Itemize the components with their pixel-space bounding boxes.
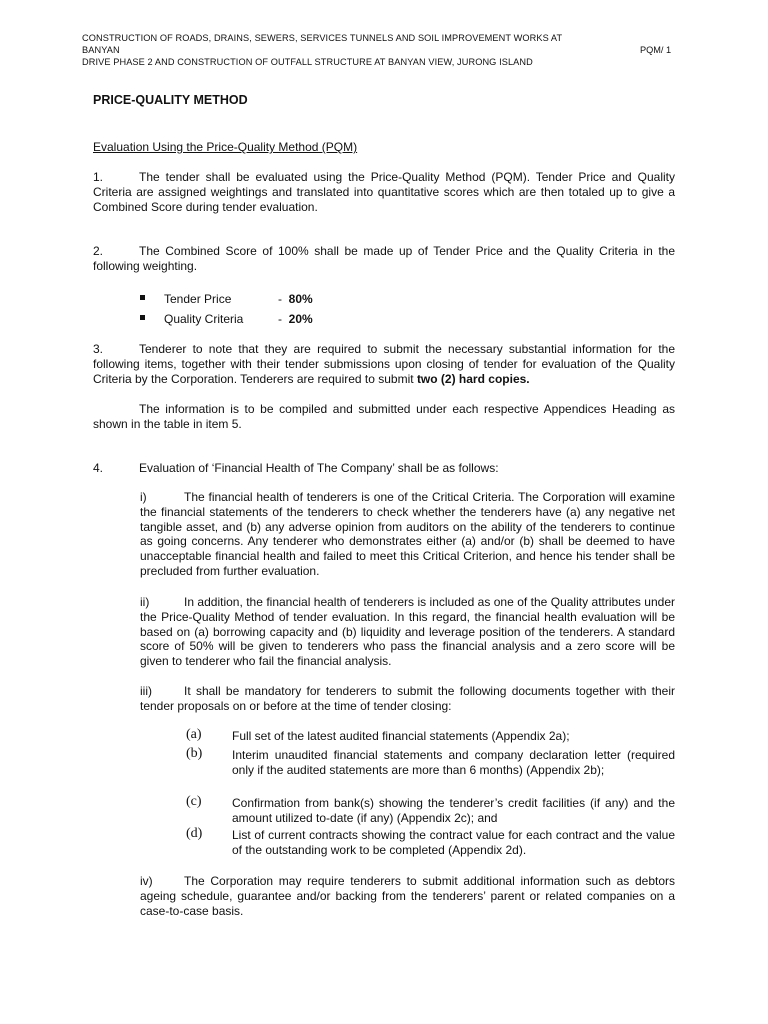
sub-paragraph-text: The Corporation may require tenderers to submit additional information such as debtors ageing schedule, guarantee and/or backing from the tenderers’ parent or related companies on a case-to-case basis. [140, 874, 675, 918]
paragraph-1 [93, 170, 675, 214]
page-title: PRICE-QUALITY METHOD [93, 93, 248, 107]
sub-paragraph-text: In addition, the financial health of tenderers is included as one of the Quality attributes under the Price-Quality Method of tender evaluation. In this regard, the financial health evaluation will be based on (a) borrowing capacity and (b) liquidity and leverage position of the tenderers. A standard score of 50% will be given to tenderers who pass the financial analysis and a zero score will be given to tenderer who fail the financial analysis. [140, 595, 675, 669]
item-letter: (c) [186, 794, 202, 809]
item-letter: (d) [186, 826, 203, 841]
section-subtitle: Evaluation Using the Price-Quality Method (PQM) [93, 140, 358, 154]
weighting-label: Tender Price [164, 292, 232, 306]
paragraph-text: The Combined Score of 100% shall be made up of Tender Price and the Quality Criteria in the following weighting. [93, 244, 675, 273]
weighting-value: - 20% [278, 312, 313, 326]
header-line-2: DRIVE PHASE 2 AND CONSTRUCTION OF OUTFALL STRUCTURE AT BANYAN VIEW, JURONG ISLAND [82, 57, 533, 67]
item-letter: (a) [186, 727, 202, 742]
header-line-1: CONSTRUCTION OF ROADS, DRAINS, SEWERS, SERVICES TUNNELS AND SOIL IMPROVEMENT WORKS AT BANYAN [82, 33, 563, 55]
paragraph-4 [93, 461, 675, 476]
bullet-square-icon [140, 295, 145, 300]
weighting-item-tender-price [140, 292, 440, 308]
paragraph-number: 3. [93, 342, 104, 356]
sub-paragraph-iii [140, 684, 675, 714]
item-text: Confirmation from bank(s) showing the tenderer’s credit facilities (if any) and the amount utilized to-date (if any) (Appendix 2c); and [232, 796, 675, 825]
item-text: Full set of the latest audited financial statements (Appendix 2a); [232, 729, 570, 743]
sub-paragraph-ii [140, 595, 675, 669]
sub-paragraph-iv [140, 874, 675, 918]
sub-paragraph-text: It shall be mandatory for tenderers to submit the following documents together with their tender proposals on or before at the time of tender closing: [140, 684, 675, 713]
document-header [82, 32, 602, 68]
sub-paragraph-number: i) [140, 490, 147, 504]
paragraph-number: 4. [93, 461, 104, 475]
sub-paragraph-i [140, 490, 675, 579]
weighting-label: Quality Criteria [164, 312, 244, 326]
paragraph-number: 2. [93, 244, 104, 258]
sub-paragraph-text: The financial health of tenderers is one of the Critical Criteria. The Corporation will examine the financial statements of the tenderers to check whether the tenderers have (a) any negative net tangible asset, and (b) any adverse opinion from auditors on the ability of the tenderers to continue as going concerns. Any tenderer who demonstrates either (a) and/or (b) shall be deemed to have unacceptable financial health and failed to meet this Critical Criterion, and hence his tender shall be precluded from further evaluation. [140, 490, 675, 578]
weighting-item-quality-criteria [140, 312, 440, 328]
page-number: PQM/ 1 [640, 45, 672, 55]
sub-paragraph-number: ii) [140, 595, 150, 609]
weighting-value: - 80% [278, 292, 313, 306]
bullet-square-icon [140, 315, 145, 320]
paragraph-3b: The information is to be compiled and submitted under each respective Appendices Heading as shown in the table in item 5. [93, 402, 675, 431]
paragraph-3 [93, 342, 675, 386]
paragraph-text: Evaluation of ‘Financial Health of The Company’ shall be as follows: [139, 461, 499, 475]
paragraph-text: The tender shall be evaluated using the Price-Quality Method (PQM). Tender Price and Quality Criteria are assigned weightings and translated into quantitative scores which are then totaled up to give a Combined Score during tender evaluation. [93, 170, 675, 214]
paragraph-bold-text: two (2) hard copies. [416, 371, 530, 386]
paragraph-text: Tenderer to note that they are required to submit the necessary substantial information for the following items, together with their tender submissions upon closing of tender for evaluation of the Quality Criteria by the Corporation. Tenderers are required to submit [93, 342, 675, 386]
item-letter: (b) [186, 746, 203, 761]
sub-paragraph-number: iii) [140, 684, 152, 698]
sub-paragraph-number: iv) [140, 874, 153, 888]
paragraph-2 [93, 244, 675, 274]
item-text: List of current contracts showing the contract value for each contract and the value of the outstanding work to be completed (Appendix 2d). [232, 828, 675, 857]
paragraph-number: 1. [93, 170, 104, 184]
item-text: Interim unaudited financial statements and company declaration letter (required only if the audited statements are more than 6 months) (Appendix 2b); [232, 748, 675, 777]
